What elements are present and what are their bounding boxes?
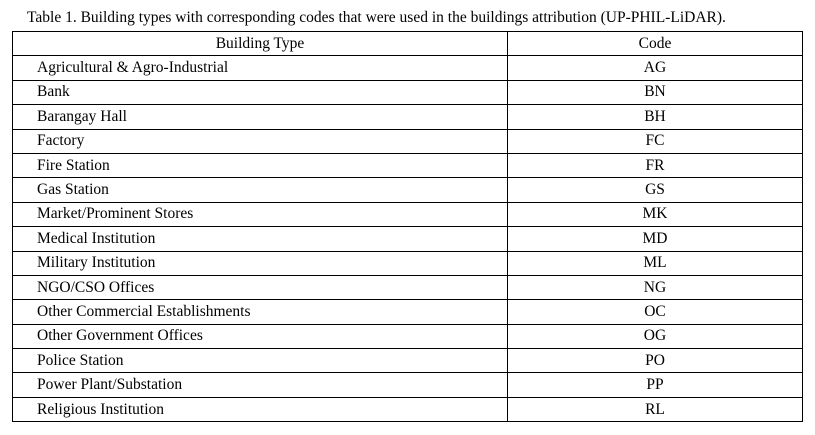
cell-code: FC <box>508 129 803 153</box>
table-row <box>13 227 803 251</box>
cell-code: OG <box>508 324 803 348</box>
cell-building-type: Other Commercial Establishments <box>13 300 508 324</box>
cell-code: RL <box>508 397 803 421</box>
table-row <box>13 275 803 299</box>
cell-building-type: Bank <box>13 80 508 104</box>
cell-building-type: Military Institution <box>13 251 508 275</box>
cell-building-type: Factory <box>13 129 508 153</box>
cell-building-type: Power Plant/Substation <box>13 373 508 397</box>
table-row <box>13 153 803 177</box>
table-row <box>13 202 803 226</box>
cell-code: FR <box>508 153 803 177</box>
table-row <box>13 105 803 129</box>
cell-building-type: NGO/CSO Offices <box>13 275 508 299</box>
table-row <box>13 178 803 202</box>
cell-building-type: Police Station <box>13 349 508 373</box>
cell-code: BH <box>508 105 803 129</box>
table-row <box>13 300 803 324</box>
cell-building-type: Other Government Offices <box>13 324 508 348</box>
table-row <box>13 397 803 421</box>
building-codes-table <box>12 31 803 422</box>
cell-code: PO <box>508 349 803 373</box>
table-row <box>13 373 803 397</box>
table-row <box>13 324 803 348</box>
cell-building-type: Market/Prominent Stores <box>13 202 508 226</box>
cell-code: GS <box>508 178 803 202</box>
cell-code: MD <box>508 227 803 251</box>
cell-building-type: Fire Station <box>13 153 508 177</box>
header-building-type: Building Type <box>13 32 508 56</box>
cell-code: ML <box>508 251 803 275</box>
table-body <box>13 56 803 422</box>
cell-code: BN <box>508 80 803 104</box>
cell-code: PP <box>508 373 803 397</box>
cell-code: OC <box>508 300 803 324</box>
cell-code: MK <box>508 202 803 226</box>
table-header-row <box>13 32 803 56</box>
cell-building-type: Barangay Hall <box>13 105 508 129</box>
table-row <box>13 349 803 373</box>
table-caption: Table 1. Building types with corresponding codes that were used in the buildings attribution (UP-PHIL-LiDAR). <box>27 9 726 26</box>
cell-code: NG <box>508 275 803 299</box>
table-row <box>13 251 803 275</box>
table-row <box>13 129 803 153</box>
header-code: Code <box>508 32 803 56</box>
cell-building-type: Medical Institution <box>13 227 508 251</box>
cell-building-type: Gas Station <box>13 178 508 202</box>
cell-building-type: Agricultural & Agro-Industrial <box>13 56 508 80</box>
table-row <box>13 80 803 104</box>
cell-building-type: Religious Institution <box>13 397 508 421</box>
cell-code: AG <box>508 56 803 80</box>
table-row <box>13 56 803 80</box>
